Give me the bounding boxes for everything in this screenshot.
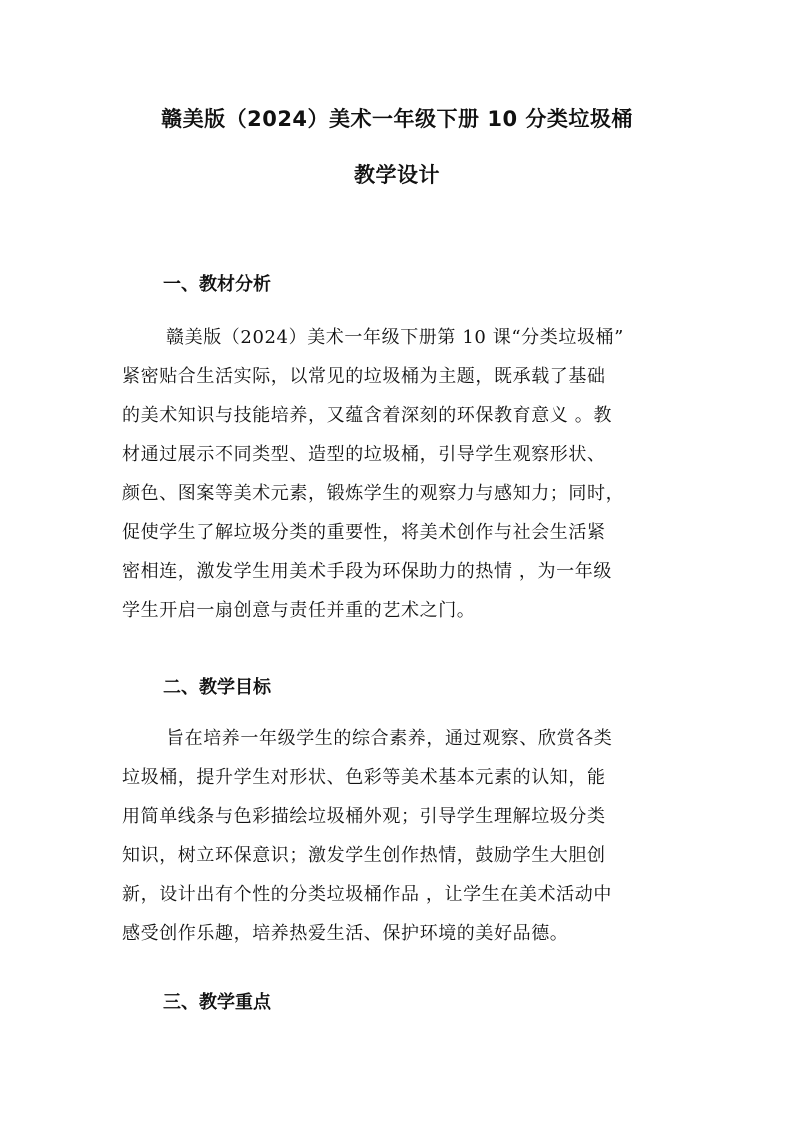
paragraph-line: 促使学生了解垃圾分类的重要性，将美术创作与社会生活紧 [122, 522, 606, 543]
paragraph-line: 学生开启一扇创意与责任并重的艺术之门。 [122, 600, 476, 621]
paragraph-line: 新，设计出有个性的分类垃圾桶作品 ，让学生在美术活动中 [122, 884, 612, 905]
paragraph-line: 紧密贴合生活实际，以常见的垃圾桶为主题，既承载了基础 [122, 366, 606, 387]
paragraph-line: 用简单线条与色彩描绘垃圾桶外观；引导学生理解垃圾分类 [122, 806, 606, 827]
paragraph-line: 感受创作乐趣，培养热爱生活、保护环境的美好品德。 [122, 923, 569, 944]
section-heading-textbook-analysis: 一、教材分析 [163, 274, 271, 295]
paragraph-line: 旨在培养一年级学生的综合素养，通过观察、欣赏各类 [166, 728, 613, 749]
document-title: 赣美版（2024）美术一年级下册 10 分类垃圾桶 [161, 107, 633, 131]
paragraph-line: 材通过展示不同类型、造型的垃圾桶，引导学生观察形状、 [122, 444, 606, 465]
section-paragraph-textbook-analysis [122, 318, 682, 630]
section-heading-teaching-focus: 三、教学重点 [163, 992, 271, 1013]
section-paragraph-teaching-goals [122, 719, 682, 953]
document-subtitle: 教学设计 [354, 163, 440, 187]
paragraph-line: 的美术知识与技能培养，又蕴含着深刻的环保教育意义 。教 [122, 405, 612, 426]
paragraph-line: 赣美版（2024）美术一年级下册第 10 课“分类垃圾桶” [166, 327, 624, 348]
paragraph-line: 垃圾桶，提升学生对形状、色彩等美术基本元素的认知，能 [122, 767, 606, 788]
paragraph-line: 颜色、图案等美术元素，锻炼学生的观察力与感知力；同时， [122, 483, 625, 504]
section-heading-teaching-goals: 二、教学目标 [163, 677, 271, 698]
paragraph-line: 密相连，激发学生用美术手段为环保助力的热情 ，为一年级 [122, 561, 612, 582]
paragraph-line: 知识，树立环保意识；激发学生创作热情，鼓励学生大胆创 [122, 845, 606, 866]
